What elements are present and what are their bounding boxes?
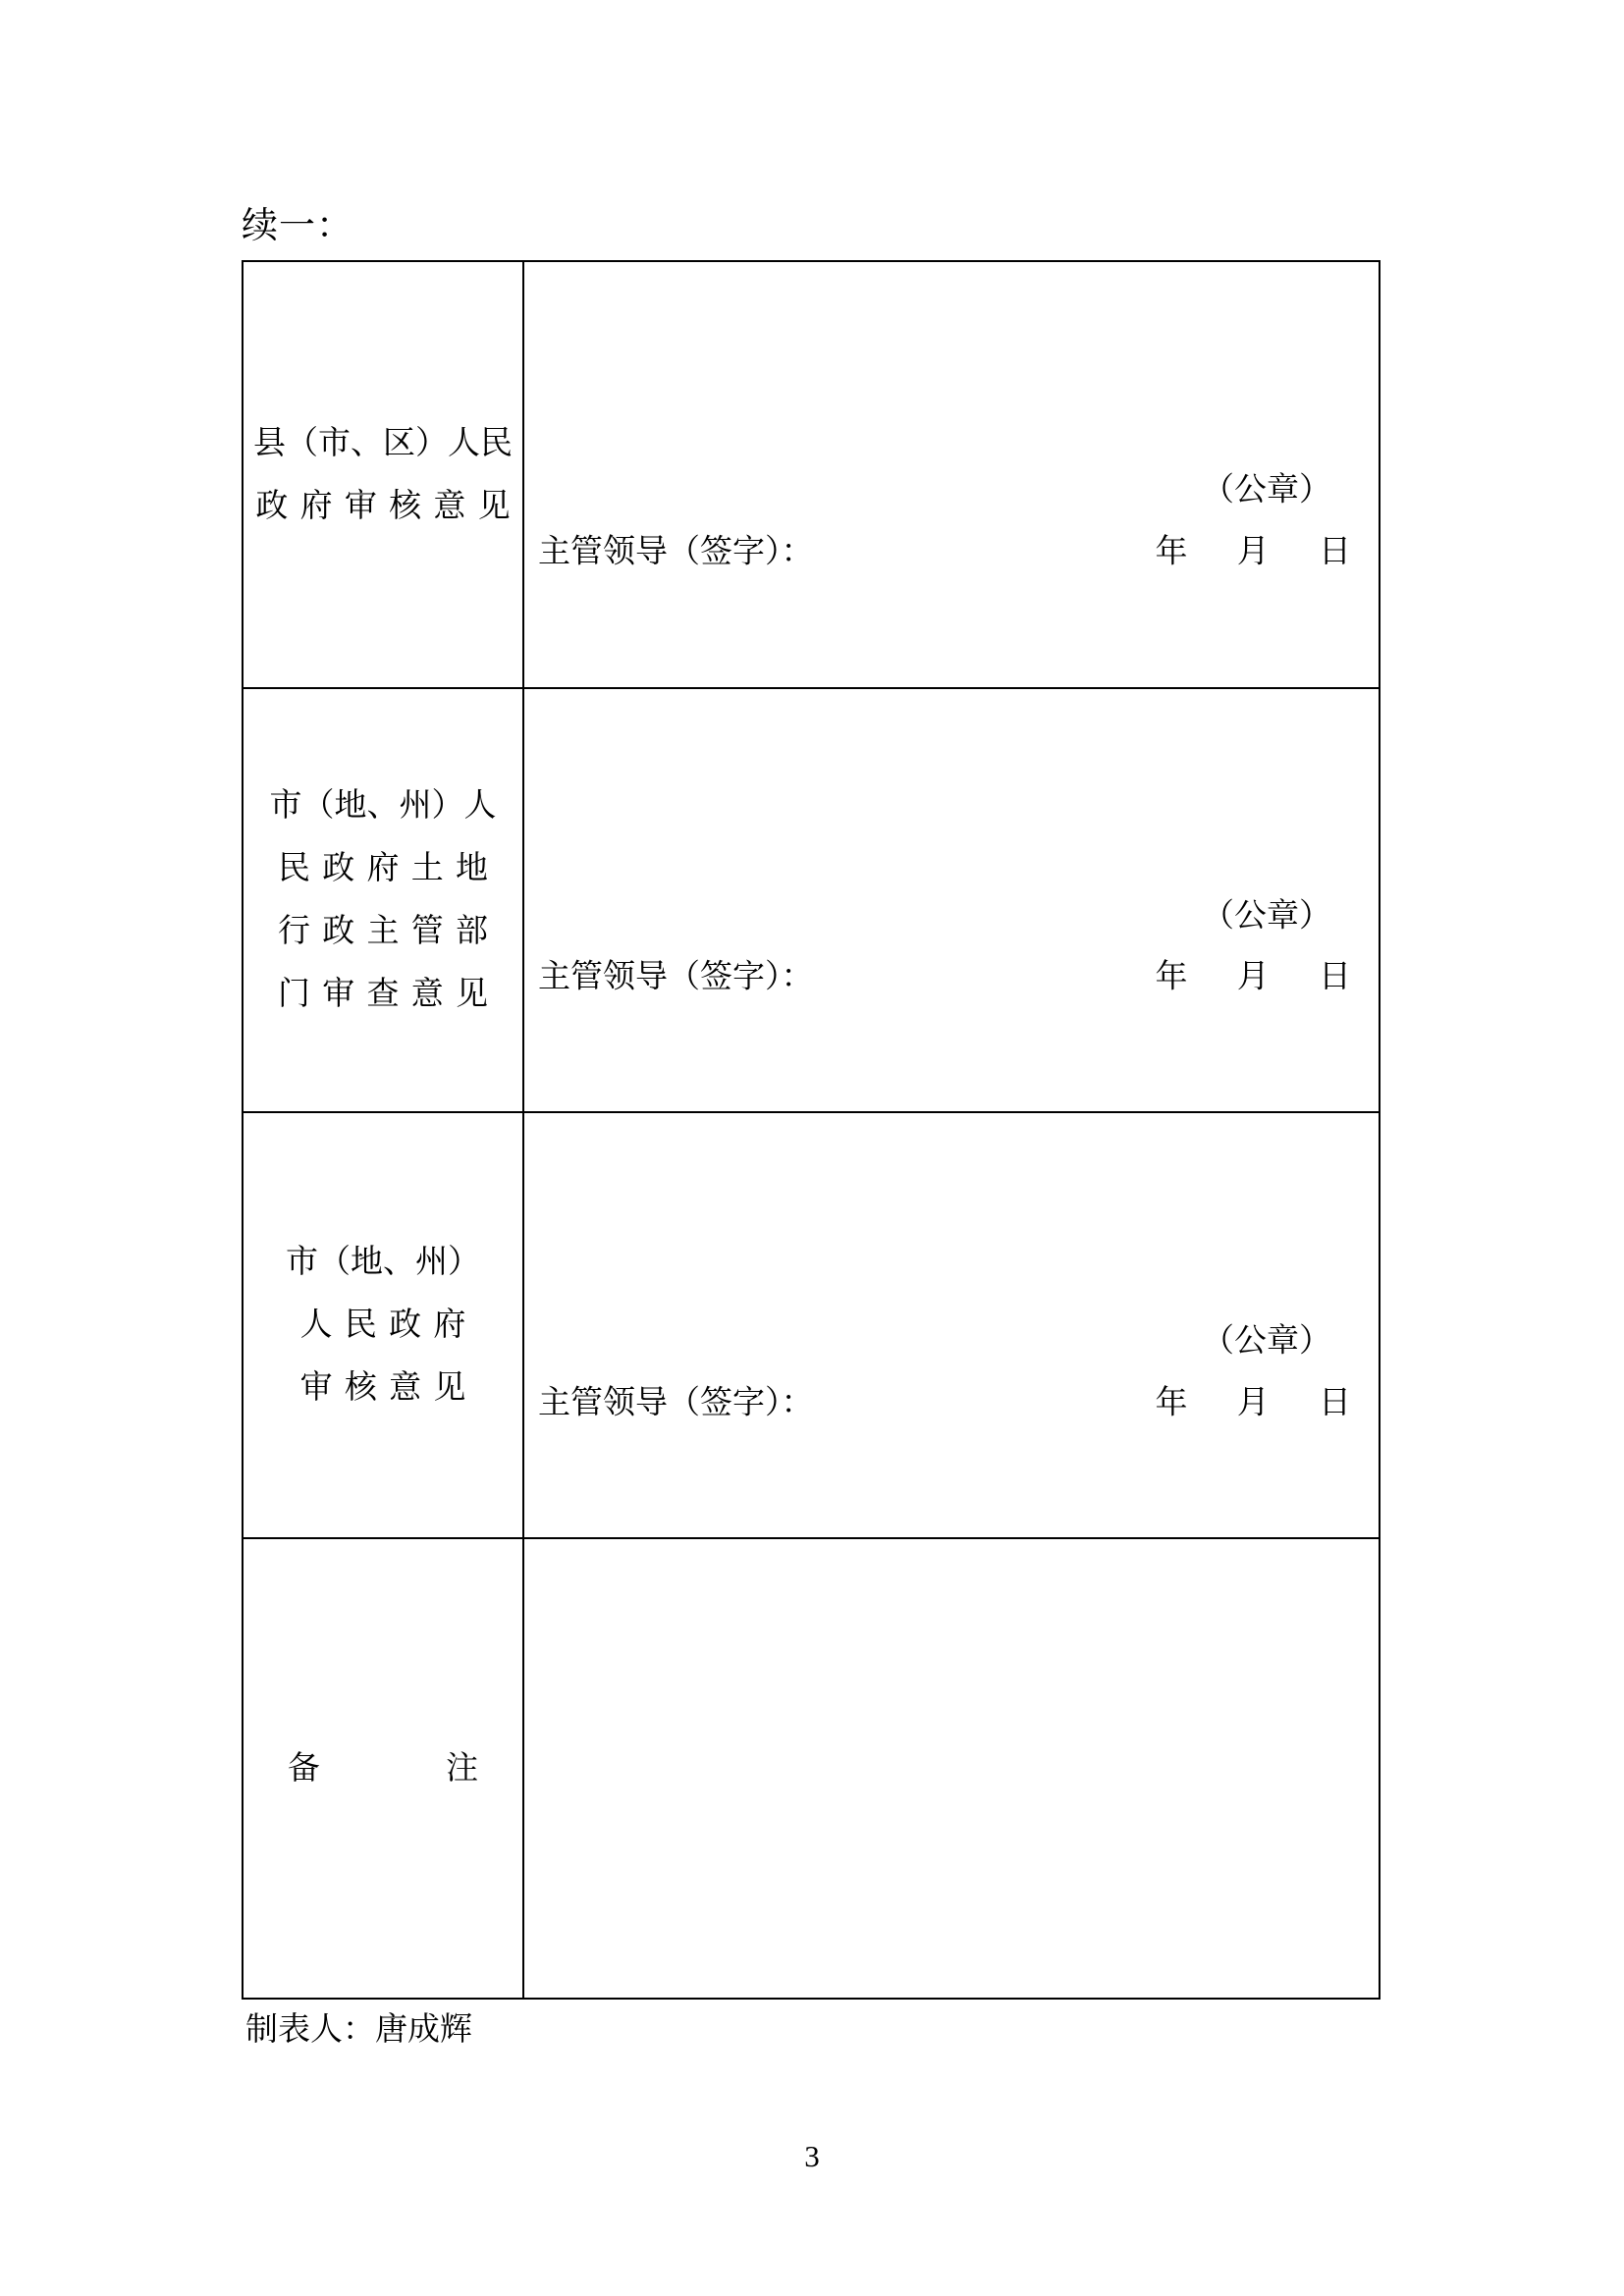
page-number: 3 (804, 2139, 820, 2173)
row-title-cell (244, 1113, 524, 1537)
signature-label: 主管领导（签字）： (538, 959, 814, 995)
preparer-label: 制表人：唐成辉 (245, 2012, 472, 2048)
table-row-county-review (244, 262, 1379, 687)
seal-placeholder: （公章） (1202, 1323, 1331, 1360)
signature-line (538, 1376, 1351, 1422)
table-row-city-land-dept-examination (244, 687, 1379, 1111)
row-title-line: 市（地、州） (286, 1245, 480, 1280)
table-row-city-review (244, 1111, 1379, 1537)
opinion-cell (524, 1113, 1379, 1537)
row-title-cell (244, 1539, 524, 1998)
date-placeholder: 年 月 日 (1155, 1385, 1351, 1421)
opinion-cell (524, 689, 1379, 1111)
row-title-line: 政 府 审 核 意 见 (255, 488, 511, 524)
continuation-label: 续一： (242, 206, 353, 246)
signature-line (538, 526, 1351, 572)
seal-placeholder: （公章） (1202, 472, 1331, 508)
date-placeholder: 年 月 日 (1155, 959, 1351, 995)
remarks-empty-cell (524, 1539, 1379, 1998)
row-title-line: 备 注 (287, 1750, 479, 1787)
row-title-line: 门 审 查 意 见 (278, 977, 488, 1012)
row-title-cell (244, 262, 524, 687)
signature-label: 主管领导（签字）： (538, 1385, 814, 1421)
row-title-line: 行 政 主 管 部 (278, 914, 488, 949)
approval-table (242, 260, 1380, 2000)
row-title-line: 审 核 意 见 (299, 1370, 466, 1406)
row-title-line: 民 政 府 土 地 (278, 851, 488, 886)
date-placeholder: 年 月 日 (1155, 534, 1351, 570)
seal-placeholder: （公章） (1202, 898, 1331, 934)
opinion-cell (524, 262, 1379, 687)
row-title-line: 县（市、区）人民 (253, 425, 513, 461)
row-title-line: 市（地、州）人 (269, 788, 497, 824)
table-row-remarks (244, 1537, 1379, 1998)
row-title-cell (244, 689, 524, 1111)
signature-label: 主管领导（签字）： (538, 534, 814, 570)
row-title-line: 人 民 政 府 (299, 1308, 466, 1343)
signature-line (538, 951, 1351, 997)
